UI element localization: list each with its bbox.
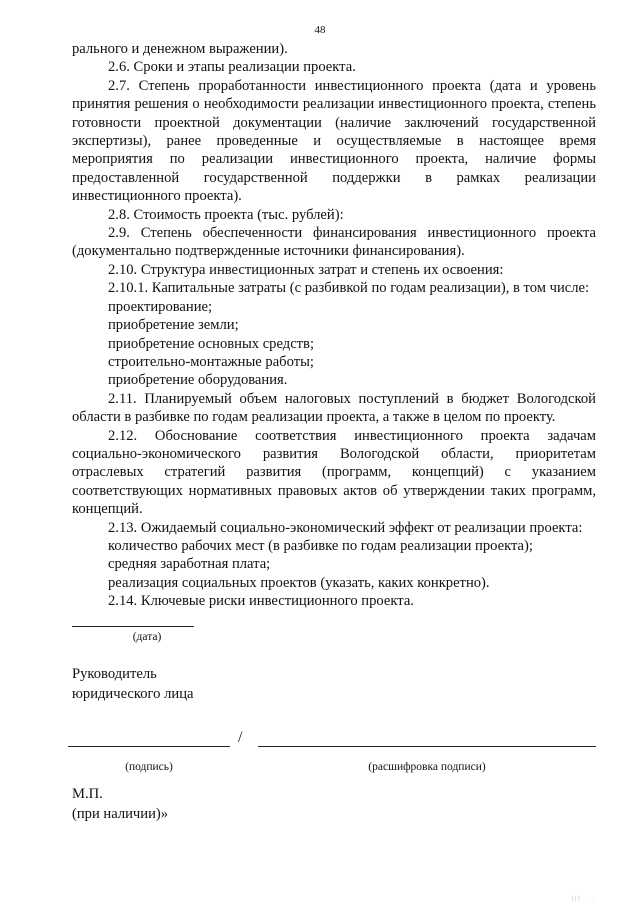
signature-line <box>68 746 230 747</box>
scan-artifact-decoration: ||| · · <box>572 896 597 902</box>
list-item: приобретение основных средств; <box>108 335 314 352</box>
signature-decoding-line <box>258 746 596 747</box>
paragraph: 2.10. Структура инвестиционных затрат и степень их освоения: <box>108 261 504 278</box>
paragraph: 2.14. Ключевые риски инвестиционного проекта. <box>108 593 414 610</box>
paragraph: 2.12. Обоснование соответствия инвестиционного проекта задачам социально-экономического развития Вологодской области, приоритетам отраслевых стратегий развития (программ, концепций) с указанием соответствующих нормативных правовых актов об утверждении таких программ, концепций. <box>72 427 596 518</box>
page-number: 48 <box>314 24 326 36</box>
head-title-line2: юридического лица <box>72 686 194 702</box>
signature-caption: (подпись) <box>125 761 173 773</box>
list-item: средняя заработная плата; <box>108 556 271 573</box>
paragraph: 2.10.1. Капитальные затраты (с разбивкой по годам реализации), в том числе: <box>108 280 590 297</box>
paragraph: 2.13. Ожидаемый социально-экономический эффект от реализации проекта: <box>108 519 583 536</box>
separator-slash: / <box>238 729 243 746</box>
head-title-line1: Руководитель <box>72 666 157 682</box>
paragraph: 2.8. Стоимость проекта (тыс. рублей): <box>108 206 344 223</box>
seal-note: (при наличии)» <box>72 806 169 822</box>
seal-label: М.П. <box>72 786 103 802</box>
list-item: приобретение оборудования. <box>108 372 288 389</box>
list-item: строительно-монтажные работы; <box>108 353 314 370</box>
list-item: приобретение земли; <box>108 317 239 334</box>
paragraph: 2.7. Степень проработанности инвестиционного проекта (дата и уровень принятия решения о необходимости реализации инвестиционного проекта, степень готовности проектной документации (наличие заключений государственной экспертизы), ранее проведенные и осуществляемые в настоящее время мероприятия по реализации инвестиционного проекта, наличие формы предоставленной государственной поддержки в рамках реализации инвестиционного проекта). <box>72 77 596 205</box>
list-item: количество рабочих мест (в разбивке по годам реализации проекта); <box>108 537 533 554</box>
list-item: реализация социальных проектов (указать, каких конкретно). <box>108 574 490 591</box>
paragraph: рального и денежном выражении). <box>72 41 288 57</box>
paragraph: 2.6. Сроки и этапы реализации проекта. <box>108 59 356 76</box>
signature-decoding-caption: (расшифровка подписи) <box>368 761 486 773</box>
paragraph: 2.9. Степень обеспеченности финансирования инвестиционного проекта (документально подтвержденные источники финансирования). <box>72 225 596 260</box>
date-caption: (дата) <box>132 631 162 643</box>
paragraph: 2.11. Планируемый объем налоговых поступлений в бюджет Вологодской области в разбивке по годам реализации проекта, а также в целом по проекту. <box>72 390 596 426</box>
list-item: проектирование; <box>108 298 213 315</box>
document-body <box>72 40 596 611</box>
